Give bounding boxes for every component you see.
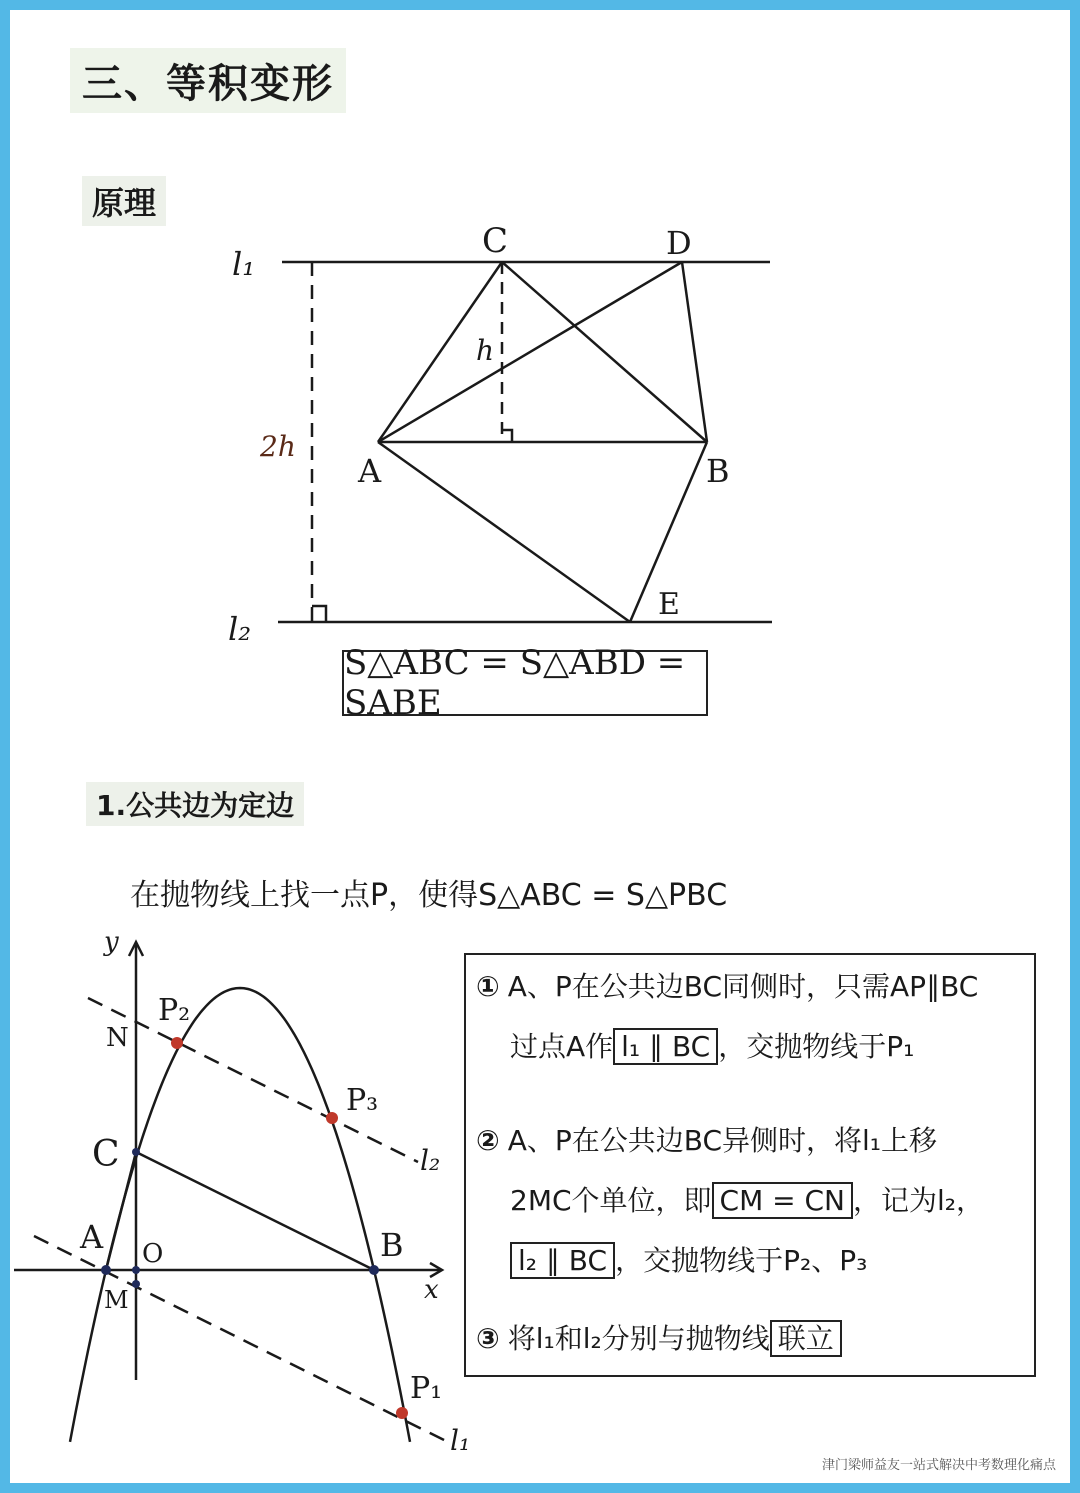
note-2-pre: 2MC个单位，即 — [510, 1184, 712, 1217]
point-A — [101, 1265, 111, 1275]
solution-notes-box — [464, 953, 1036, 1377]
label-l1-graph: l₁ — [450, 1424, 471, 1457]
label-2h: 2h — [260, 430, 296, 463]
note-3-text: 将l₁和l₂分别与抛物线 — [507, 1322, 770, 1355]
label-N: N — [106, 1023, 129, 1053]
note-1-number: ① — [476, 970, 500, 1003]
label-h: h — [476, 334, 495, 367]
principle-heading: 原理 — [82, 176, 166, 226]
label-B-graph: B — [380, 1226, 404, 1264]
note-2-boxed-1: CM = CN — [712, 1182, 853, 1219]
label-B: B — [706, 452, 730, 490]
segment-AD — [378, 262, 682, 442]
point-C — [132, 1148, 140, 1156]
section-1-heading: 1.公共边为定边 — [86, 782, 304, 826]
label-x-axis: x — [424, 1275, 439, 1305]
segment-DB — [682, 262, 707, 442]
point-P2 — [171, 1037, 183, 1049]
note-1-text: A、P在公共边BC同侧时，只需AP∥BC — [507, 970, 979, 1003]
label-A-graph: A — [80, 1218, 104, 1256]
segment-CB-graph — [136, 1152, 374, 1270]
note-2-line-3 — [510, 1233, 867, 1289]
note-2-post: ，记为l₂， — [853, 1184, 985, 1217]
label-l1: l₁ — [232, 245, 256, 283]
parabola-graph — [14, 942, 448, 1442]
segment-CB — [502, 262, 707, 442]
label-M: M — [104, 1286, 129, 1314]
label-O: O — [142, 1239, 164, 1269]
note-2-post-2: ，交抛物线于P₂、P₃ — [615, 1244, 868, 1277]
principle-diagram — [278, 262, 772, 622]
note-3-line — [476, 1311, 842, 1367]
note-2-text: A、P在公共边BC异侧时，将l₁上移 — [507, 1124, 938, 1157]
note-1-post: ，交抛物线于P₁ — [718, 1030, 915, 1063]
note-2-number: ② — [476, 1124, 500, 1157]
note-1-pre: 过点A作 — [510, 1030, 614, 1063]
area-equality-formula: S△ABC = S△ABD = SABE — [342, 650, 708, 716]
label-A: A — [358, 452, 382, 490]
point-B — [369, 1265, 379, 1275]
note-2-line-1 — [476, 1113, 937, 1169]
label-C: C — [482, 221, 509, 261]
label-P2: P₂ — [158, 993, 191, 1028]
note-2-line-2 — [510, 1173, 984, 1229]
point-P3 — [326, 1112, 338, 1124]
label-P1: P₁ — [410, 1371, 443, 1406]
note-1-boxed: l₁ ∥ BC — [613, 1028, 718, 1065]
note-2-boxed-2: l₂ ∥ BC — [510, 1242, 615, 1279]
page-title: 三、等积变形 — [70, 48, 346, 113]
point-O — [132, 1266, 140, 1274]
watermark: 津门梁师益友一站式解决中考数理化痛点 — [821, 1458, 1056, 1473]
label-l2-graph: l₂ — [420, 1144, 441, 1177]
task-statement: 在抛物线上找一点P，使得S△ABC = S△PBC — [130, 878, 728, 913]
segment-AE — [378, 442, 630, 622]
right-angle-mark-h — [502, 430, 512, 442]
label-y-axis: y — [104, 927, 119, 957]
note-1-line-1 — [476, 959, 978, 1015]
label-P3: P₃ — [346, 1083, 379, 1118]
right-angle-mark-l2 — [312, 606, 326, 622]
note-3-boxed: 联立 — [770, 1320, 842, 1357]
note-1-line-2 — [510, 1019, 914, 1075]
label-E: E — [658, 587, 680, 622]
label-D: D — [666, 224, 692, 262]
point-M — [132, 1280, 140, 1288]
label-C-graph: C — [92, 1134, 120, 1175]
line-l1-graph — [34, 1236, 448, 1442]
note-3-number: ③ — [476, 1322, 500, 1355]
point-P1 — [396, 1407, 408, 1419]
label-l2: l₂ — [228, 610, 252, 648]
line-l2-graph — [88, 998, 418, 1162]
